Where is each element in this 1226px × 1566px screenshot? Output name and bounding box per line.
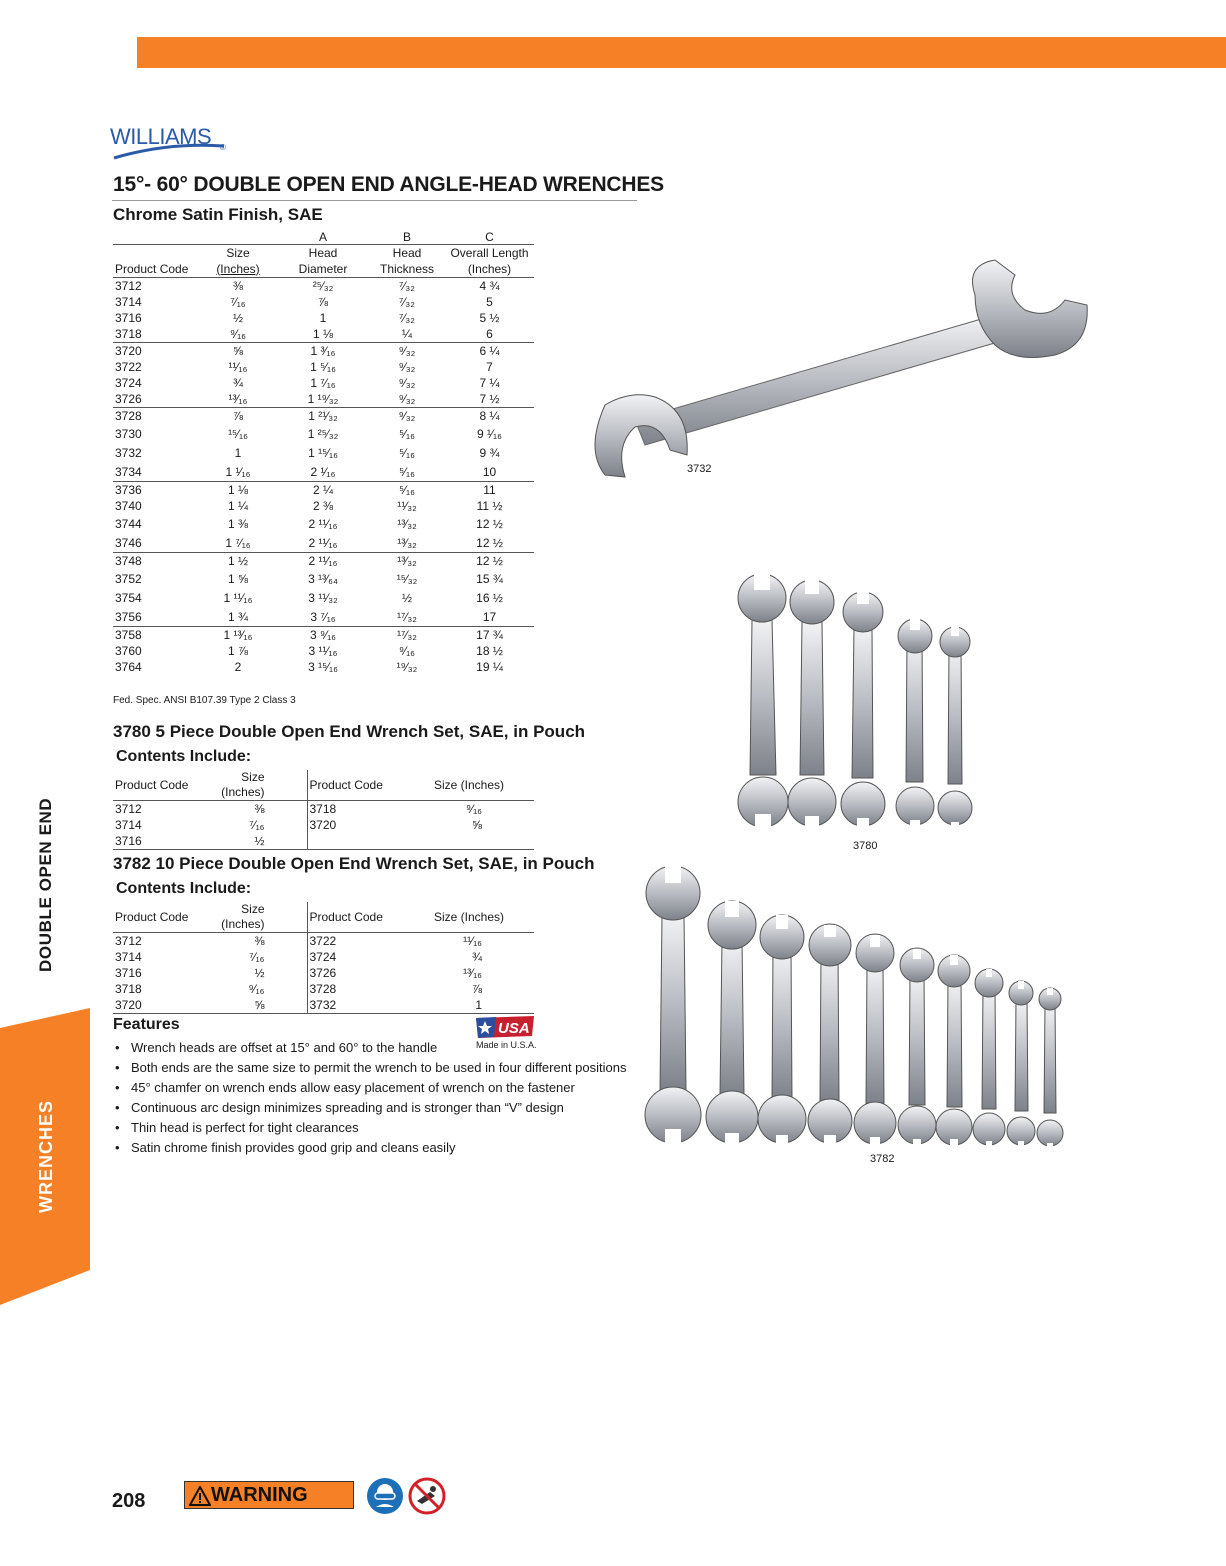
head-diameter-cell: 1 ³⁄₁₆ [310,344,336,358]
size-cell: ¾ [232,376,243,390]
col-letter-b: B [402,230,411,244]
no-impact-tool-icon [408,1477,446,1515]
product-code-cell: 3712 [115,934,142,948]
wrench-set-3782-image [640,865,1080,1150]
size-cell: ¾ [471,950,482,964]
spec-row [113,359,534,375]
spec-row [113,391,534,408]
size-cell: 1 ⁷⁄₁₆ [199,533,277,553]
product-code-cell: 3726 [113,391,199,408]
product-code-cell: 3712 [115,802,142,816]
product-code-cell: 3720 [307,817,419,833]
set-row [113,981,534,997]
overall-length-cell: 17 [445,607,534,627]
overall-length-cell: 7 [486,360,493,374]
set-3782-size-header-2: Size (Inches) [419,902,534,933]
head-thickness-cell: ⁵⁄₁₆ [399,483,415,497]
head-diameter-cell: 3 ⁷⁄₁₆ [277,607,369,627]
size-cell: ⅝ [471,818,482,832]
overall-length-cell: 11 [483,483,496,497]
head-thickness-cell: ⁹⁄₃₂ [398,360,416,374]
head-diameter-cell: 3 ¹¹⁄₁₆ [308,644,338,658]
product-code-cell: 3724 [115,376,142,390]
size-cell: ½ [211,833,307,850]
product-code-cell: 3728 [307,981,419,997]
overall-length-cell: 7 ½ [445,391,534,408]
head-thickness-cell: ¹⁷⁄₃₂ [397,628,417,642]
head-thickness-cell: ⁹⁄₁₆ [398,644,416,658]
set-3782-title: 3782 10 Piece Double Open End Wrench Set, SAE, in Pouch [113,854,595,873]
size-cell: ⅝ [232,344,243,358]
head-diameter-cell: 1 ⅛ [277,326,369,343]
feature-item: • Satin chrome finish provides good grip and cleans easily [113,1138,627,1158]
size-cell: 1 ¹³⁄₁₆ [223,628,253,642]
head-thickness-cell: ⁵⁄₁₆ [399,426,415,441]
section-side-label: DOUBLE OPEN END [36,797,55,972]
warning-label: WARNING [211,1484,308,1506]
size-cell: 1 ¹¹⁄₁₆ [223,590,253,605]
williams-logo [108,120,233,164]
col-letter-a: A [318,230,327,244]
features-title: Features [113,1016,180,1033]
product-code-cell: 3716 [113,833,211,850]
spec-row [113,294,534,310]
head-thickness-cell: ¹³⁄₃₂ [369,533,445,553]
size-cell: ⅝ [211,997,307,1014]
spec-row [113,533,534,553]
size-cell: 1 ⅛ [227,483,248,497]
size-cell: 1 ¼ [227,499,248,513]
product-code-cell: 3734 [113,462,199,482]
set-row [113,801,534,818]
overall-length-cell: 12 ½ [476,554,503,568]
size-cell: ⅜ [254,802,265,816]
wrench-set-3780-image [730,570,980,835]
spec-row [113,498,534,514]
head-thickness-cell: ⁵⁄₁₆ [399,445,415,460]
head-thickness-cell: ¹³⁄₃₂ [397,516,417,531]
overall-length-cell: 16 ½ [476,590,503,605]
size-cell: ⅜ [232,279,243,293]
fed-spec-note: Fed. Spec. ANSI B107.39 Type 2 Class 3 [113,695,296,706]
set-3780-code-header: Product Code [113,770,211,801]
overall-length-cell: 17 ¾ [476,628,503,642]
spec-row [113,343,534,360]
head-diameter-cell: 1 ¹⁵⁄₁₆ [308,445,338,460]
page-subtitle: Chrome Satin Finish, SAE [113,205,323,224]
size-cell: ⁹⁄₁₆ [199,326,277,343]
product-code-cell: 3728 [115,409,142,423]
size-cell: ⁷⁄₁₆ [230,295,246,309]
spec-table [113,230,534,675]
head-diameter-cell: 1 ²¹⁄₃₂ [308,409,338,423]
spec-row [113,408,534,425]
col-head-diameter-header: Head [277,245,369,262]
product-code-cell: 3714 [115,950,142,964]
set-row [113,949,534,965]
spec-row [113,424,534,443]
svg-text:WILLIAMS: WILLIAMS [110,124,212,149]
size-cell: 1 ½ [227,554,248,568]
set-3780-size-header: Size (Inches) [211,770,307,801]
product-code-cell: 3714 [115,818,142,832]
size-cell: ¹⁵⁄₁₆ [228,426,248,441]
head-diameter-cell: 3 ⁹⁄₁₆ [309,628,337,642]
product-code-cell: 3730 [115,426,142,441]
overall-length-cell: 6 [445,326,534,343]
size-cell: ¹¹⁄₁₆ [228,360,248,374]
feature-item: • Thin head is perfect for tight clearances [113,1118,627,1138]
spec-row [113,443,534,462]
page-number: 208 [112,1490,146,1512]
set-3780-table [113,770,534,850]
head-thickness-cell: ⁹⁄₃₂ [369,391,445,408]
head-diameter-cell: 2 ¹¹⁄₁₆ [308,554,338,568]
head-thickness-cell: ½ [401,590,412,605]
product-code-cell: 3758 [115,628,142,642]
col-overall-length-header: Overall Length [445,245,534,262]
product-code-cell: 3720 [113,997,211,1014]
page-title: 15°- 60° DOUBLE OPEN END ANGLE-HEAD WRENCHES [113,173,664,196]
title-rule [112,200,637,201]
size-cell: ¹³⁄₁₆ [463,966,482,980]
warning-banner [184,1481,354,1509]
set-3780-size-header-2: Size (Inches) [419,770,534,801]
head-thickness-cell: ¹⁵⁄₃₂ [396,571,418,586]
product-code-cell: 3718 [113,326,199,343]
col-head-thickness-sub: Thickness [369,261,445,278]
product-code-cell: 3726 [307,965,419,981]
head-diameter-cell: 3 ¹³⁄₆₄ [308,571,338,586]
set-3782-contents-label: Contents Include: [116,880,252,897]
safety-goggles-icon [366,1477,404,1515]
spec-row [113,659,534,675]
set-row [113,817,534,833]
size-cell: ⅞ [471,982,482,996]
product-code-cell: 3764 [115,660,142,674]
head-diameter-cell: 2 ¹¹⁄₁₆ [308,516,338,531]
feature-item: • Wrench heads are offset at 15° and 60° to the handle [113,1038,627,1058]
size-cell: ⁷⁄₁₆ [249,950,265,964]
size-cell: 1 ⅝ [227,571,248,586]
size-cell: 1 ¾ [199,607,277,627]
head-diameter-cell: ⅞ [317,295,328,309]
col-product-code-header: Product Code [113,261,199,278]
head-diameter-cell: 3 ¹⁵⁄₁₆ [308,660,338,674]
head-thickness-cell: ¹¹⁄₃₂ [397,499,417,513]
set-row [113,833,534,850]
set-3780-contents-label: Contents Include: [116,748,252,765]
top-accent-bar [137,37,1226,68]
features-list [113,1038,627,1158]
size-cell: ⁷⁄₁₆ [249,818,265,832]
product-code-cell: 3746 [113,533,199,553]
overall-length-cell: 8 ¼ [479,409,500,423]
set-3782-code-header: Product Code [113,902,211,933]
head-diameter-cell: 1 ⁵⁄₁₆ [310,360,336,374]
spec-row [113,607,534,627]
product-code-cell: 3716 [115,966,142,980]
size-cell: 1 [234,445,242,460]
product-code-cell: 3754 [115,590,142,605]
head-diameter-cell: 3 ¹¹⁄₃₂ [308,590,338,605]
spec-row [113,310,534,326]
product-code-cell: 3760 [115,644,142,658]
spec-row [113,326,534,343]
set-3782-table [113,902,534,1014]
head-diameter-cell: 2 ¼ [312,483,333,497]
overall-length-cell: 6 ¼ [479,344,500,358]
head-thickness-cell: ⁹⁄₃₂ [398,376,416,390]
col-size-header: Size [199,245,277,262]
product-code-cell: 3718 [115,982,142,996]
size-cell: ⅞ [232,409,243,423]
product-code-cell: 3714 [115,295,142,309]
head-diameter-cell: 2 ¹⁄₁₆ [277,462,369,482]
product-code-cell: 3718 [307,801,419,818]
col-letter-c: C [485,230,494,244]
svg-text:®: ® [220,143,226,152]
head-thickness-cell: ⁷⁄₃₂ [399,311,415,325]
spec-row [113,627,534,644]
overall-length-cell: 10 [445,462,534,482]
head-diameter-cell: 2 ¹¹⁄₁₆ [277,533,369,553]
head-diameter-cell: 2 ⅜ [312,499,333,513]
feature-item: • 45° chamfer on wrench ends allow easy placement of wrench on the fastener [113,1078,627,1098]
usa-badge-text: USA [498,1020,530,1037]
spec-row [113,278,534,295]
overall-length-cell: 7 ¼ [479,376,500,390]
set-3780-code-header-2: Product Code [307,770,419,801]
head-thickness-cell: ¹⁹⁄₃₂ [396,660,418,674]
product-code-cell: 3724 [307,949,419,965]
head-thickness-cell: ⁹⁄₃₂ [398,344,416,358]
product-code-cell: 3716 [115,311,142,325]
product-code-cell: 3756 [113,607,199,627]
size-cell: ½ [232,311,243,325]
product-code-cell: 3752 [115,571,142,586]
wrench-set-3782-label: 3782 [870,1153,895,1165]
wrench-set-3780-label: 3780 [853,840,878,852]
overall-length-cell: 12 ½ [445,533,534,553]
feature-item: • Both ends are the same size to permit the wrench to be used in four different positions [113,1058,627,1078]
size-cell [419,833,534,850]
head-thickness-cell: ¹³⁄₃₂ [397,554,417,568]
product-code-cell: 3720 [115,344,142,358]
col-overall-length-unit: (Inches) [445,261,534,278]
head-diameter-cell: 1 ²⁵⁄₃₂ [307,426,339,441]
product-code-cell: 3744 [115,516,142,531]
size-cell: ½ [254,966,265,980]
overall-length-cell: 12 ½ [476,516,503,531]
set-3782-size-header: Size (Inches) [211,902,307,933]
overall-length-cell: 18 ½ [476,644,503,658]
set-row [113,933,534,950]
spec-row [113,482,534,499]
head-thickness-cell: ⁷⁄₃₂ [399,279,415,293]
col-size-unit: (Inches) [199,261,277,278]
col-head-diameter-sub: Diameter [277,261,369,278]
set-row [113,997,534,1014]
overall-length-cell: 11 ½ [476,499,503,513]
spec-row [113,569,534,588]
product-code-cell: 3740 [115,499,142,513]
spec-row [113,588,534,607]
overall-length-cell: 9 ¹⁄₁₆ [477,426,502,441]
spec-row [113,462,534,482]
product-code-cell: 3748 [115,554,142,568]
head-thickness-cell: ⁹⁄₃₂ [398,409,416,423]
feature-item: • Continuous arc design minimizes spreading and is stronger than “V” design [113,1098,627,1118]
head-diameter-cell: 1 [319,311,327,325]
size-cell: 2 [234,660,242,674]
size-cell: ⅜ [254,934,265,948]
head-thickness-cell: ⁷⁄₃₂ [399,295,415,309]
product-code-cell: 3722 [115,360,142,374]
set-row [113,965,534,981]
made-in-usa-caption: Made in U.S.A. [476,1040,537,1050]
wrench-3732-image [575,255,1095,485]
product-code-cell: 3712 [115,279,142,293]
head-thickness-cell: ¼ [369,326,445,343]
spec-row [113,553,534,570]
spec-row [113,514,534,533]
warning-triangle-icon [189,1486,211,1506]
head-diameter-cell: 1 ¹⁹⁄₃₂ [277,391,369,408]
overall-length-cell: 9 ¾ [479,445,500,460]
category-side-label: WRENCHES [36,1099,56,1213]
size-cell: 1 ⅞ [227,644,248,658]
product-code-cell: 3722 [307,933,419,950]
size-cell: ⁹⁄₁₆ [465,802,482,816]
spec-row [113,643,534,659]
wrench-3732-label: 3732 [687,463,712,475]
head-thickness-cell: ¹⁷⁄₃₂ [369,607,445,627]
product-code-cell: 3732 [115,445,142,460]
overall-length-cell: 4 ¾ [479,279,500,293]
size-cell: ¹¹⁄₁₆ [463,934,482,948]
set-3782-code-header-2: Product Code [307,902,419,933]
head-thickness-cell: ⁵⁄₁₆ [369,462,445,482]
size-cell: 1 ¹⁄₁₆ [199,462,277,482]
overall-length-cell: 19 ¼ [476,660,503,674]
size-cell: 1 ⅜ [227,516,248,531]
overall-length-cell: 5 ½ [479,311,500,325]
size-cell: 1 [419,997,534,1014]
set-3780-title: 3780 5 Piece Double Open End Wrench Set, SAE, in Pouch [113,722,586,741]
spec-row [113,375,534,391]
overall-length-cell: 15 ¾ [476,571,503,586]
size-cell: ¹³⁄₁₆ [199,391,277,408]
size-cell: ⁹⁄₁₆ [248,982,265,996]
overall-length-cell: 5 [486,295,493,309]
head-diameter-cell: ²⁵⁄₃₂ [312,279,334,293]
head-diameter-cell: 1 ⁷⁄₁₆ [310,376,336,390]
col-head-thickness-header: Head [369,245,445,262]
product-code-cell [307,833,419,850]
product-code-cell: 3732 [307,997,419,1014]
product-code-cell: 3736 [115,483,142,497]
